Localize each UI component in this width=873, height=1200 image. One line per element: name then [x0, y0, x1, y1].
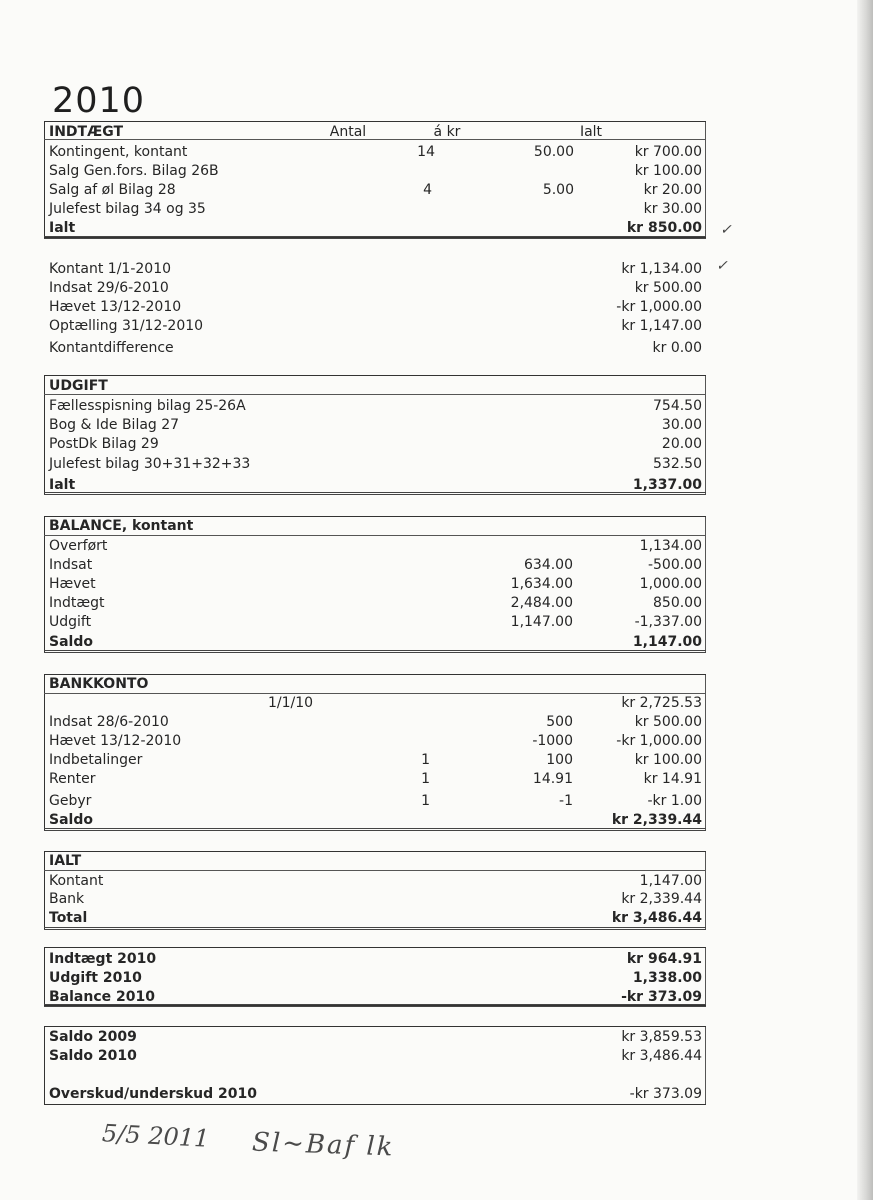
- total-row-label: Kontant: [49, 873, 104, 889]
- bank-row-value: -kr 1.00: [647, 793, 702, 809]
- income-header-ialt: Ialt: [579, 124, 603, 140]
- saldo-row-value: kr 3,486.44: [621, 1048, 702, 1064]
- cash-row-label: Optælling 31/12-2010: [49, 318, 204, 334]
- balance-row-label: Indtægt: [49, 595, 105, 611]
- income-row-label: Julefest bilag 34 og 35: [49, 201, 206, 217]
- total-row-value: 1,147.00: [639, 873, 702, 889]
- balance-total-value: 1,147.00: [632, 634, 702, 650]
- balance-row-value: -1,337.00: [634, 614, 702, 630]
- saldo-row-label: Saldo 2009: [49, 1029, 137, 1045]
- expense-total-value: 1,337.00: [632, 477, 702, 493]
- summary-row-label: Balance 2010: [49, 989, 155, 1005]
- income-total-label: Ialt: [49, 220, 76, 236]
- result-label: Overskud/underskud 2010: [49, 1086, 257, 1102]
- income-header-label: INDTÆGT: [49, 124, 124, 140]
- income-row-ialt: kr 20.00: [643, 182, 702, 198]
- bank-row-amount: 14.91: [532, 771, 573, 787]
- income-total-value: kr 850.00: [626, 220, 702, 236]
- balance-row-value: 1,134.00: [639, 538, 702, 554]
- summary-row-value: kr 964.91: [626, 951, 702, 967]
- bank-row-label: Renter: [49, 771, 96, 787]
- cash-row-label: Kontant 1/1-2010: [49, 261, 172, 277]
- income-row-label: Salg af øl Bilag 28: [49, 182, 176, 198]
- bank-row-antal: 1: [421, 771, 430, 787]
- balance-row-mid: 2,484.00: [510, 595, 573, 611]
- expense-row-value: 30.00: [661, 417, 702, 433]
- balance-row-label: Hævet: [49, 576, 96, 592]
- cash-row-label: Indsat 29/6-2010: [49, 280, 169, 296]
- bank-row-label: Hævet 13/12-2010: [49, 733, 182, 749]
- bank-row-antal: 1: [421, 752, 430, 768]
- cash-row-value: kr 1,134.00: [621, 261, 702, 277]
- balance-row-mid: 634.00: [524, 557, 573, 573]
- bank-opening-date: 1/1/10: [268, 695, 314, 711]
- balance-row-value: -500.00: [647, 557, 702, 573]
- scan-edge-shadow: [857, 0, 873, 1200]
- check-mark-icon: ✓: [720, 222, 732, 238]
- bank-row-label: Indbetalinger: [49, 752, 143, 768]
- income-header-antal: Antal: [329, 124, 367, 140]
- summary-row-label: Indtægt 2010: [49, 951, 157, 967]
- income-row-antal: 14: [417, 144, 435, 160]
- income-row-ialt: kr 30.00: [643, 201, 702, 217]
- expense-row-label: PostDk Bilag 29: [49, 436, 159, 452]
- cash-row-value: -kr 1,000.00: [616, 299, 702, 315]
- check-mark-icon: ✓: [716, 258, 728, 274]
- income-row-ialt: kr 100.00: [634, 163, 702, 179]
- expense-row-value: 20.00: [661, 436, 702, 452]
- bank-row-value: -kr 1,000.00: [616, 733, 702, 749]
- expense-row-label: Fællesspisning bilag 25-26A: [49, 398, 246, 414]
- balance-row-label: Overført: [49, 538, 108, 554]
- balance-row-label: Udgift: [49, 614, 92, 630]
- expense-row-value: 754.50: [653, 398, 702, 414]
- balance-row-value: 850.00: [653, 595, 702, 611]
- bank-row-amount: 100: [546, 752, 573, 768]
- cash-row-value: kr 500.00: [634, 280, 702, 296]
- balance-total-label: Saldo: [49, 634, 93, 650]
- bank-row-amount: -1: [559, 793, 573, 809]
- cash-row-label: Hævet 13/12-2010: [49, 299, 182, 315]
- bank-row-antal: 1: [421, 793, 430, 809]
- total-row-label: Bank: [49, 891, 85, 907]
- total-row-value: kr 2,339.44: [621, 891, 702, 907]
- balance-row-mid: 1,634.00: [510, 576, 573, 592]
- expense-row-value: 532.50: [653, 456, 702, 472]
- balance-row-label: Indsat: [49, 557, 93, 573]
- income-row-akr: 50.00: [533, 144, 574, 160]
- handwritten-date: 5/5 2011: [101, 1119, 211, 1153]
- income-row-antal: 4: [423, 182, 432, 198]
- income-row-label: Salg Gen.fors. Bilag 26B: [49, 163, 219, 179]
- cash-row-value: kr 0.00: [652, 340, 702, 356]
- income-row-akr: 5.00: [542, 182, 574, 198]
- summary-row-label: Udgift 2010: [49, 970, 142, 986]
- bank-row-value: kr 14.91: [643, 771, 702, 787]
- total-sum-label: Total: [49, 910, 88, 926]
- bank-row-label: Indsat 28/6-2010: [49, 714, 169, 730]
- balance-header: BALANCE, kontant: [49, 518, 194, 534]
- bank-total-label: Saldo: [49, 812, 93, 828]
- expense-total-label: Ialt: [49, 477, 76, 493]
- bank-row-value: kr 100.00: [634, 752, 702, 768]
- page-title: 2010: [52, 81, 146, 121]
- balance-row-value: 1,000.00: [639, 576, 702, 592]
- expense-row-label: Bog & Ide Bilag 27: [49, 417, 180, 433]
- bank-row-value: kr 500.00: [634, 714, 702, 730]
- total-header: IALT: [49, 853, 82, 869]
- summary-row-value: 1,338.00: [632, 970, 702, 986]
- result-value: -kr 373.09: [629, 1086, 702, 1102]
- balance-row-mid: 1,147.00: [510, 614, 573, 630]
- bank-header: BANKKONTO: [49, 676, 149, 692]
- bank-total-value: kr 2,339.44: [611, 812, 702, 828]
- saldo-row-value: kr 3,859.53: [621, 1029, 702, 1045]
- cash-row-label: Kontantdifference: [49, 340, 174, 356]
- bank-row-amount: -1000: [532, 733, 573, 749]
- income-header-akr: á kr: [433, 124, 461, 140]
- expense-header: UDGIFT: [49, 378, 108, 394]
- saldo-row-label: Saldo 2010: [49, 1048, 137, 1064]
- cash-row-value: kr 1,147.00: [621, 318, 702, 334]
- income-row-ialt: kr 700.00: [634, 144, 702, 160]
- bank-opening-value: kr 2,725.53: [621, 695, 702, 711]
- bank-row-label: Gebyr: [49, 793, 92, 809]
- expense-row-label: Julefest bilag 30+31+32+33: [49, 456, 251, 472]
- income-row-label: Kontingent, kontant: [49, 144, 188, 160]
- handwritten-signature: Sl~Baf lk: [251, 1127, 395, 1163]
- summary-row-value: -kr 373.09: [621, 989, 702, 1005]
- bank-row-amount: 500: [546, 714, 573, 730]
- total-sum-value: kr 3,486.44: [611, 910, 702, 926]
